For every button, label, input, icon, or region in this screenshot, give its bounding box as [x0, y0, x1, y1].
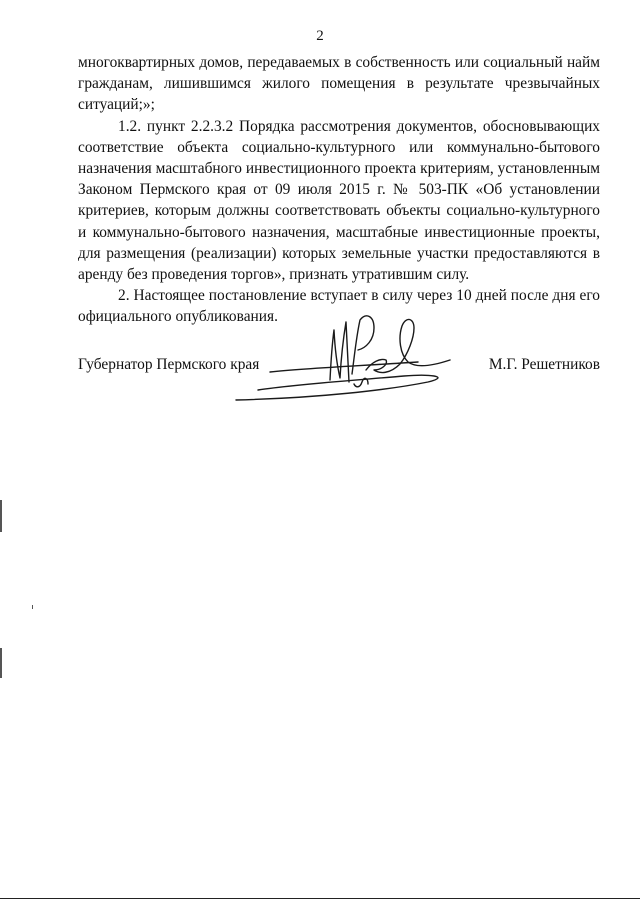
document-body	[78, 52, 600, 328]
page-number: 2	[316, 28, 324, 44]
signer-title: Губернатор Пермского края	[78, 356, 260, 373]
handwritten-signature	[228, 310, 468, 410]
paragraph-continuation: многоквартирных домов, передаваемых в собственность или социальный найм гражданам, лишившимся жилого помещения в результате чрезвычайных ситуаций;»;	[78, 54, 600, 114]
scan-bottom-line	[0, 898, 640, 899]
signer-name: М.Г. Решетников	[488, 356, 600, 373]
paragraph-item-1-2: 1.2. пункт 2.2.3.2 Порядка рассмотрения документов, обосновывающих соответствие объекта социально-культурного или коммунально-бытового назначения масштабного инвестиционного проекта критериям, установленным Законом Пермского края от 09 июля 2015 г. № 503-ПК «Об установлении критериев, которым должны соответствовать объекты социально-культурного и коммунально-бытового назначения, масштабные инвестиционные проекты, для размещения (реализации) которых земельные участки предоставляются в аренду без проведения торгов», признать утратившим силу.	[78, 117, 600, 284]
paragraph-item-2: 2. Настоящее постановление вступает в силу через 10 дней после дня его официального опубликования.	[78, 287, 600, 326]
scan-edge-mark	[32, 605, 33, 609]
scan-edge-mark	[0, 648, 2, 678]
scan-edge-mark	[0, 500, 2, 532]
